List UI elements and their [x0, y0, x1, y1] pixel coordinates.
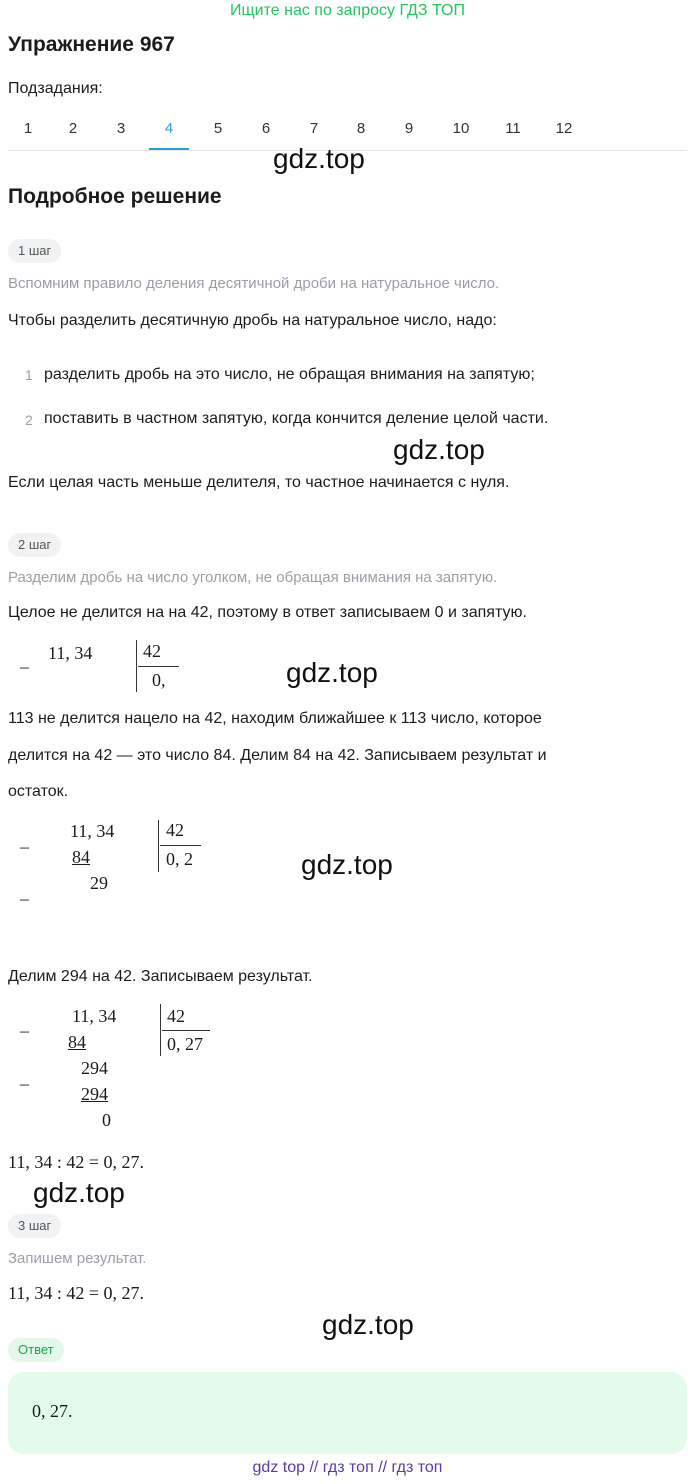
footer-links[interactable]: gdz top // гдз топ // гдз топ — [252, 1459, 443, 1476]
division-bar — [160, 1004, 161, 1056]
subtasks-label: Подзадания: — [8, 80, 103, 97]
step-text: делится на 42 — это число 84. Делим 84 на 42. Записываем результат и — [8, 747, 547, 764]
solution-title: Подробное решение — [8, 185, 222, 208]
tab-11[interactable]: 11 — [505, 120, 521, 137]
quotient: 0, 27 — [167, 1034, 203, 1054]
step-text: Делим 294 на 42. Записываем результат. — [8, 968, 313, 985]
tab-2[interactable]: 2 — [68, 120, 78, 137]
rule-intro: Чтобы разделить десятичную дробь на натуральное число, надо: — [8, 312, 497, 329]
step-chip: 3 шаг — [8, 1214, 61, 1238]
step-text: остаток. — [8, 783, 69, 800]
step-hint: Запишем результат. — [8, 1250, 147, 1267]
divisor-line — [138, 666, 179, 667]
division-minus: _ — [20, 650, 29, 670]
tab-5[interactable]: 5 — [213, 120, 223, 137]
tab-3[interactable]: 3 — [116, 120, 126, 137]
divisor: 42 — [167, 1006, 185, 1026]
division-minus: _ — [20, 830, 29, 850]
rule-note: Если целая часть меньше делителя, то частное начинается с нуля. — [8, 474, 510, 491]
step-text: Целое не делится на на 42, поэтому в ответ записываем 0 и запятую. — [8, 604, 527, 621]
watermark: gdz.top — [301, 849, 393, 880]
step-text: 113 не делится нацело на 42, находим ближайшее к 113 число, которое — [8, 710, 542, 727]
dividend: 11, 34 — [48, 643, 93, 663]
tab-4[interactable]: 4 — [149, 112, 189, 150]
subtrahend: 84 — [68, 1032, 86, 1052]
watermark: gdz.top — [393, 434, 485, 465]
remainder: 0 — [102, 1110, 111, 1130]
tab-9[interactable]: 9 — [404, 120, 414, 137]
dividend: 11, 34 — [72, 1006, 117, 1026]
division-minus: _ — [20, 1014, 29, 1034]
step-result: 11, 34 : 42 = 0, 27. — [8, 1283, 144, 1303]
tab-7[interactable]: 7 — [309, 120, 319, 137]
list-item: поставить в частном запятую, когда кончится деление целой части. — [44, 410, 549, 427]
remainder: 29 — [90, 873, 108, 893]
subtrahend: 84 — [72, 847, 90, 867]
watermark: gdz.top — [322, 1309, 414, 1340]
tab-12[interactable]: 12 — [555, 120, 573, 137]
divisor: 42 — [166, 820, 184, 840]
page-title: Упражнение 967 — [8, 33, 175, 56]
list-item: разделить дробь на это число, не обращая внимания на запятую; — [44, 366, 535, 383]
answer-chip: Ответ — [8, 1338, 64, 1362]
division-bar — [136, 640, 137, 692]
step-result: 11, 34 : 42 = 0, 27. — [8, 1152, 144, 1172]
divisor: 42 — [143, 641, 161, 661]
watermark: gdz.top — [286, 657, 378, 688]
step-chip: 2 шаг — [8, 533, 61, 557]
step-chip: 1 шаг — [8, 239, 61, 263]
step-hint: Вспомним правило деления десятичной дроби на натуральное число. — [8, 275, 500, 292]
dividend: 11, 34 — [70, 821, 115, 841]
list-number: 1 — [25, 367, 33, 383]
tab-6[interactable]: 6 — [261, 120, 271, 137]
tab-1[interactable]: 1 — [23, 120, 33, 137]
quotient: 0, — [152, 670, 166, 690]
tab-8[interactable]: 8 — [356, 120, 366, 137]
divisor-line — [162, 1030, 210, 1031]
partial-dividend: 294 — [81, 1058, 108, 1078]
promo-banner[interactable]: Ищите нас по запросу ГДЗ ТОП — [230, 2, 465, 19]
tab-10[interactable]: 10 — [452, 120, 470, 137]
answer-value: 0, 27. — [32, 1401, 73, 1421]
division-minus: _ — [20, 1067, 29, 1087]
subtrahend: 294 — [81, 1084, 108, 1104]
watermark: gdz.top — [273, 143, 365, 174]
division-bar — [158, 820, 159, 872]
quotient: 0, 2 — [166, 849, 193, 869]
list-number: 2 — [25, 412, 33, 428]
divisor-line — [160, 845, 201, 846]
step-hint: Разделим дробь на число уголком, не обращая внимания на запятую. — [8, 569, 498, 586]
watermark: gdz.top — [33, 1177, 125, 1208]
answer-box — [8, 1372, 687, 1454]
division-minus: _ — [20, 882, 29, 902]
